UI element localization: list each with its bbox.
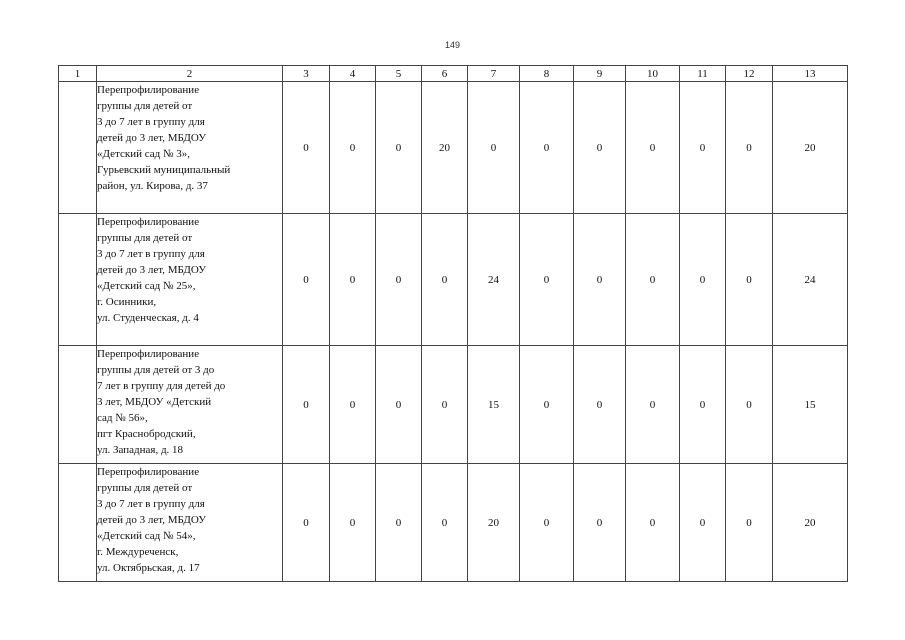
description-line: группы для детей от <box>97 482 193 494</box>
value-cell: 0 <box>283 214 330 346</box>
data-table <box>58 65 848 582</box>
description-line: Гурьевский муниципальный <box>97 164 231 176</box>
column-header: 5 <box>376 66 422 82</box>
value-cell: 0 <box>283 346 330 464</box>
value-cell: 0 <box>520 214 574 346</box>
column-header: 12 <box>726 66 773 82</box>
value-cell: 20 <box>422 82 468 214</box>
description-cell <box>97 214 283 346</box>
value-cell: 0 <box>376 82 422 214</box>
table-row <box>59 214 848 346</box>
value-cell: 0 <box>422 346 468 464</box>
description-line: ул. Октябрьская, д. 17 <box>97 562 200 574</box>
column-header: 10 <box>626 66 680 82</box>
value-cell: 0 <box>626 82 680 214</box>
column-header: 3 <box>283 66 330 82</box>
description-line: группы для детей от 3 до <box>97 364 215 376</box>
row-number-cell <box>59 214 97 346</box>
value-cell: 0 <box>626 464 680 582</box>
value-cell: 0 <box>574 82 626 214</box>
column-header: 8 <box>520 66 574 82</box>
description-line: Перепрофилирование <box>97 348 200 360</box>
value-cell: 0 <box>626 214 680 346</box>
value-cell: 15 <box>773 346 848 464</box>
description-line: детей до 3 лет, МБДОУ <box>97 514 207 526</box>
value-cell: 0 <box>520 346 574 464</box>
value-cell: 0 <box>680 82 726 214</box>
value-cell: 0 <box>330 82 376 214</box>
value-cell: 0 <box>680 346 726 464</box>
value-cell: 0 <box>468 82 520 214</box>
value-cell: 0 <box>283 464 330 582</box>
value-cell: 20 <box>773 464 848 582</box>
value-cell: 0 <box>422 214 468 346</box>
description-line: «Детский сад № 25», <box>97 280 196 292</box>
description-line: г. Междуреченск, <box>97 546 179 558</box>
value-cell: 0 <box>283 82 330 214</box>
value-cell: 0 <box>574 464 626 582</box>
description-line: ул. Студенческая, д. 4 <box>97 312 199 324</box>
description-line: пгт Краснобродский, <box>97 428 196 440</box>
value-cell: 20 <box>468 464 520 582</box>
value-cell: 24 <box>468 214 520 346</box>
value-cell: 20 <box>773 82 848 214</box>
column-header: 13 <box>773 66 848 82</box>
row-number-cell <box>59 464 97 582</box>
description-line: 3 лет, МБДОУ «Детский <box>97 396 212 408</box>
page-number: 149 <box>444 40 461 50</box>
description-line: г. Осинники, <box>97 296 157 308</box>
value-cell: 0 <box>680 464 726 582</box>
description-cell <box>97 82 283 214</box>
row-number-cell <box>59 346 97 464</box>
value-cell: 0 <box>520 82 574 214</box>
value-cell: 0 <box>330 214 376 346</box>
value-cell: 0 <box>574 214 626 346</box>
description-line: детей до 3 лет, МБДОУ <box>97 264 207 276</box>
column-header: 6 <box>422 66 468 82</box>
column-header: 1 <box>59 66 97 82</box>
description-line: 3 до 7 лет в группу для <box>97 498 205 510</box>
description-line: группы для детей от <box>97 100 193 112</box>
value-cell: 0 <box>376 464 422 582</box>
description-line: 3 до 7 лет в группу для <box>97 248 205 260</box>
description-line: Перепрофилирование <box>97 466 200 478</box>
column-header: 11 <box>680 66 726 82</box>
description-line: район, ул. Кирова, д. 37 <box>97 180 208 192</box>
value-cell: 0 <box>574 346 626 464</box>
description-line: «Детский сад № 3», <box>97 148 190 160</box>
value-cell: 0 <box>330 464 376 582</box>
description-line: группы для детей от <box>97 232 193 244</box>
value-cell: 0 <box>726 82 773 214</box>
description-line: Перепрофилирование <box>97 216 200 228</box>
value-cell: 0 <box>330 346 376 464</box>
description-line: Перепрофилирование <box>97 84 200 96</box>
column-header: 7 <box>468 66 520 82</box>
row-number-cell <box>59 82 97 214</box>
table-row <box>59 464 848 582</box>
value-cell: 0 <box>376 214 422 346</box>
description-line: 3 до 7 лет в группу для <box>97 116 205 128</box>
description-line: 7 лет в группу для детей до <box>97 380 226 392</box>
column-header: 4 <box>330 66 376 82</box>
description-line: сад № 56», <box>97 412 148 424</box>
header-row <box>59 66 848 82</box>
description-cell <box>97 346 283 464</box>
table-row <box>59 346 848 464</box>
value-cell: 0 <box>520 464 574 582</box>
value-cell: 0 <box>680 214 726 346</box>
description-cell <box>97 464 283 582</box>
value-cell: 24 <box>773 214 848 346</box>
value-cell: 0 <box>726 464 773 582</box>
value-cell: 15 <box>468 346 520 464</box>
value-cell: 0 <box>422 464 468 582</box>
value-cell: 0 <box>376 346 422 464</box>
value-cell: 0 <box>726 346 773 464</box>
value-cell: 0 <box>726 214 773 346</box>
value-cell: 0 <box>626 346 680 464</box>
description-line: «Детский сад № 54», <box>97 530 196 542</box>
column-header: 2 <box>97 66 283 82</box>
table-row <box>59 82 848 214</box>
description-line: ул. Западная, д. 18 <box>97 444 184 456</box>
column-header: 9 <box>574 66 626 82</box>
description-line: детей до 3 лет, МБДОУ <box>97 132 207 144</box>
